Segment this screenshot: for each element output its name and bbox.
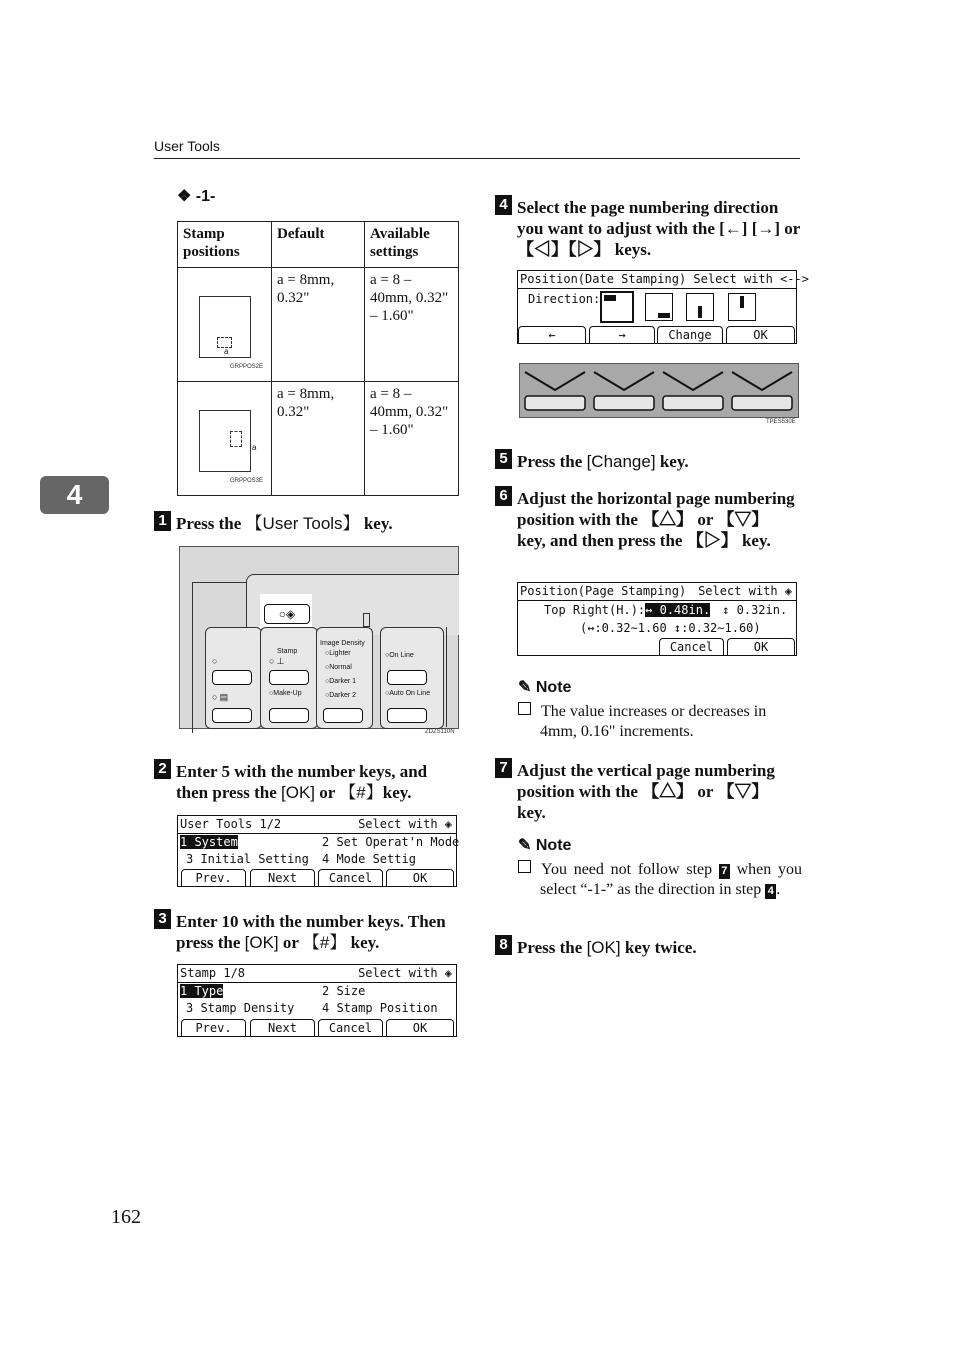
lcd-option-selected[interactable]: 1 Type (180, 984, 224, 998)
lcd-title: Position(Page Stamping) (520, 584, 687, 598)
change-key-label: [Change] (586, 452, 656, 471)
stamp-key[interactable] (269, 670, 309, 685)
step-text (176, 911, 458, 953)
cancel-button[interactable]: Cancel (318, 1019, 383, 1036)
stamp-position-table (177, 221, 459, 496)
position-label: Top Right(H.): (544, 603, 646, 617)
note-body (518, 860, 802, 900)
step-text-pre: Press the (517, 938, 587, 957)
vertical-value[interactable]: ↕ 0.32in. (722, 603, 788, 617)
step-text-post: key. (359, 514, 393, 533)
step-reference: 4 (765, 884, 776, 899)
makeup-key[interactable] (269, 708, 309, 723)
prev-button[interactable]: Prev. (181, 869, 246, 886)
selection-key-4[interactable] (730, 368, 794, 412)
figure-id: GRPPOS3E (230, 478, 264, 484)
step-text-pre: Press the (517, 452, 587, 471)
lcd-title-line (180, 816, 454, 833)
table-header-row (178, 222, 459, 268)
density-darker1-text: Darker 1 (329, 678, 357, 685)
selection-key-3[interactable] (661, 368, 725, 412)
page-number: 162 (111, 1206, 141, 1228)
key-group-1 (205, 627, 262, 729)
makeup-text: Make-Up (273, 690, 302, 697)
ok-button[interactable]: OK (727, 638, 795, 655)
step-text-post: key. (382, 783, 412, 802)
step-7 (495, 758, 805, 824)
note-title: Note (535, 837, 572, 854)
step-text: Select the page numbering direction you want to adjust with the [←] [→] or 【◁】【▷】 keys. (517, 198, 801, 259)
selection-key-1[interactable] (523, 368, 587, 412)
indicator-led: ○ ▤ (212, 692, 229, 702)
header-rule (154, 158, 800, 159)
ok-button[interactable]: OK (386, 869, 454, 886)
key-chevron-icon (523, 368, 587, 412)
lcd-title-line (180, 965, 454, 982)
table-row (178, 382, 459, 496)
step-text (517, 937, 697, 958)
step-5 (495, 449, 805, 473)
user-tools-key-label: 【User Tools】 (245, 514, 360, 533)
lcd-options-row (180, 834, 460, 851)
horizontal-value[interactable]: ↔ 0.48in. (645, 603, 711, 617)
prev-button[interactable]: Prev. (181, 1019, 246, 1036)
lcd-option[interactable]: 4 Mode Settig (322, 852, 416, 866)
available-cell: a = 8 – 40mm, 0.32" – 1.60" (365, 268, 459, 382)
step-text-post: key twice. (620, 938, 697, 957)
default-cell: a = 8mm, 0.32" (272, 382, 365, 496)
direction-option[interactable] (645, 293, 673, 321)
stamp-position-figure (178, 268, 272, 382)
running-header: User Tools (154, 138, 220, 154)
density-normal: ○Normal (325, 664, 352, 671)
step-number: 7 (495, 758, 512, 778)
step-number: 6 (495, 486, 512, 506)
checkbox-icon (518, 860, 531, 873)
step-number: 8 (495, 935, 512, 955)
note-text-mid: when you select “-1-” as the direction in step (540, 861, 802, 898)
online-key[interactable] (387, 670, 427, 685)
direction-label: Direction: (528, 292, 601, 306)
lcd-title: Position(Date Stamping) Select with <--> (520, 272, 809, 286)
step-1 (154, 511, 464, 535)
density-darker2-text: Darker 2 (329, 692, 357, 699)
page-number-marker (604, 295, 616, 301)
lcd-option[interactable]: 3 Stamp Density (186, 1001, 295, 1015)
left-arrow-button[interactable]: ← (518, 326, 586, 343)
selection-key-2[interactable] (592, 368, 656, 412)
step-text-main: Enter 10 with the number keys. Then press the (176, 912, 446, 952)
lcd-options-row (186, 1000, 454, 1017)
hash-key-label: 【#】 (339, 783, 383, 802)
stamp-icon: ○ ⊥ (269, 656, 285, 666)
step-2 (154, 759, 464, 805)
lcd-user-tools (177, 815, 460, 887)
density-normal-text: Normal (329, 664, 352, 671)
dimension-label: a (252, 443, 257, 452)
note-text: The value increases or decreases in 4mm, 0.16" increments. (540, 703, 767, 740)
lcd-title: Stamp 1/8 (180, 966, 246, 980)
note-heading (518, 677, 571, 697)
cancel-button[interactable]: Cancel (318, 869, 383, 886)
available-cell: a = 8 – 40mm, 0.32" – 1.60" (365, 382, 459, 496)
step-number: 3 (154, 909, 171, 929)
indicator-led: ○ (212, 656, 218, 666)
panel-right-edge (446, 627, 457, 727)
step-4 (495, 195, 805, 261)
panel-indicator (363, 613, 370, 627)
step-text: Adjust the vertical page numbering position with the 【△】 or 【▽】 key. (517, 761, 775, 822)
checkbox-icon (518, 702, 531, 715)
section-title: ❖ -1- (177, 188, 216, 205)
lcd-divider (518, 600, 796, 601)
chapter-tab: 4 (40, 476, 109, 514)
step-text-pre: Press the (176, 514, 246, 533)
step-8 (495, 935, 805, 959)
ok-key-label: [OK] (586, 938, 621, 957)
panel-key[interactable] (212, 670, 252, 685)
online-text: On Line (389, 652, 414, 659)
user-tools-key-highlight (260, 594, 312, 630)
lcd-title: User Tools 1/2 (180, 817, 282, 831)
horizontal-position-row (544, 602, 794, 619)
key-chevron-icon (661, 368, 725, 412)
auto-online-text: Auto On Line (389, 690, 431, 697)
table-header: Stamp positions (178, 222, 272, 268)
next-button[interactable]: Next (250, 869, 315, 886)
step-text-mid: or (315, 783, 340, 802)
step-reference: 7 (719, 864, 730, 879)
image-density-key[interactable] (323, 708, 363, 723)
next-button[interactable]: Next (250, 1019, 315, 1036)
density-darker1: ○Darker 1 (325, 678, 357, 685)
figure-id: TPES530E (766, 419, 796, 425)
lcd-option[interactable]: 3 Initial Setting (186, 852, 309, 866)
range-hint: (↔:0.32∼1.60 ↕:0.32∼1.60) (580, 621, 761, 635)
stamp-area-marker (230, 431, 242, 447)
lcd-direction (517, 270, 809, 344)
change-button[interactable]: Change (657, 326, 723, 343)
note-text-pre: You need not follow step (541, 861, 719, 878)
step-text-post: key. (346, 933, 380, 952)
table-header: Default (272, 222, 365, 268)
direction-option-selected[interactable] (600, 291, 634, 323)
online-label: ○On Line (385, 652, 414, 659)
hash-key-label: 【#】 (302, 933, 347, 952)
image-density-label: Image Density (320, 640, 365, 647)
step-text-mid: or (278, 933, 303, 952)
pencil-icon: ✎ (518, 837, 532, 854)
figure-id: GRPPOS2E (230, 364, 264, 370)
density-lighter: ○Lighter (325, 650, 351, 657)
default-cell: a = 8mm, 0.32" (272, 268, 365, 382)
pencil-icon: ✎ (518, 679, 532, 696)
density-darker2: ○Darker 2 (325, 692, 357, 699)
panel-key[interactable] (212, 708, 252, 723)
lcd-page-stamping (517, 582, 797, 656)
lcd-option-selected[interactable]: 1 System (180, 835, 238, 849)
step-number: 1 (154, 511, 171, 531)
stamp-label: Stamp (277, 648, 298, 655)
lcd-hint: Select with ◈ (698, 584, 792, 598)
auto-online-key[interactable] (387, 708, 427, 723)
step-number: 4 (495, 195, 512, 215)
ok-button[interactable]: OK (726, 326, 795, 343)
page-diagram (199, 410, 257, 472)
cancel-button[interactable]: Cancel (659, 638, 724, 655)
step-text-main: Enter 5 with the number keys, and then press the (176, 762, 428, 802)
step-text (176, 513, 393, 534)
direction-option[interactable] (686, 293, 714, 321)
lcd-options-row (180, 983, 454, 1000)
note-title: Note (535, 679, 572, 696)
step-number: 5 (495, 449, 512, 469)
ok-key-label: [OK] (244, 933, 279, 952)
step-text (176, 761, 458, 803)
note-text-post: . (776, 881, 781, 898)
page-number-marker (740, 296, 744, 308)
key-group-online (380, 627, 444, 729)
figure-id: ZDZS110N (425, 729, 455, 735)
note-heading (518, 835, 571, 855)
stamp-position-figure (178, 382, 272, 496)
key-chevron-icon (592, 368, 656, 412)
auto-online-label: ○Auto On Line (385, 690, 431, 697)
step-number: 2 (154, 759, 171, 779)
step-text-post: key. (655, 452, 689, 471)
step-3 (154, 909, 464, 955)
selection-keys-illustration (519, 363, 799, 418)
key-group-image-density (316, 627, 373, 729)
ok-button[interactable]: OK (386, 1019, 454, 1036)
dimension-label: a (224, 347, 229, 356)
step-text: Adjust the horizontal page numbering position with the 【△】 or 【▽】 key, and then press the 【▷】 key. (517, 489, 795, 550)
control-panel-illustration (179, 546, 459, 729)
lcd-hint: Select with ◈ (358, 966, 452, 980)
density-lighter-text: Lighter (329, 650, 351, 657)
lcd-option[interactable]: 2 Set Operat'n Mode (322, 835, 460, 849)
table-header: Available settings (365, 222, 459, 268)
user-tools-key[interactable]: ○◈ (264, 604, 310, 624)
lcd-options-row (186, 851, 454, 868)
makeup-label: ○Make-Up (269, 690, 302, 697)
key-chevron-icon (730, 368, 794, 412)
direction-option[interactable] (728, 293, 756, 321)
lcd-title-line (520, 583, 794, 600)
lcd-hint: Select with ◈ (358, 817, 452, 831)
table-row (178, 268, 459, 382)
ok-key-label: [OK] (281, 783, 316, 802)
page-number-marker (658, 313, 670, 318)
step-text (517, 451, 689, 472)
right-arrow-button[interactable]: → (589, 326, 655, 343)
step-6 (495, 486, 805, 574)
lcd-divider (518, 288, 796, 289)
page-diagram (199, 296, 251, 358)
note-body (518, 702, 802, 742)
key-group-stamp (260, 627, 318, 729)
lcd-stamp (177, 964, 457, 1037)
lcd-option[interactable]: 2 Size (322, 984, 366, 998)
lcd-option[interactable]: 4 Stamp Position (322, 1001, 438, 1015)
page-number-marker (698, 306, 702, 318)
